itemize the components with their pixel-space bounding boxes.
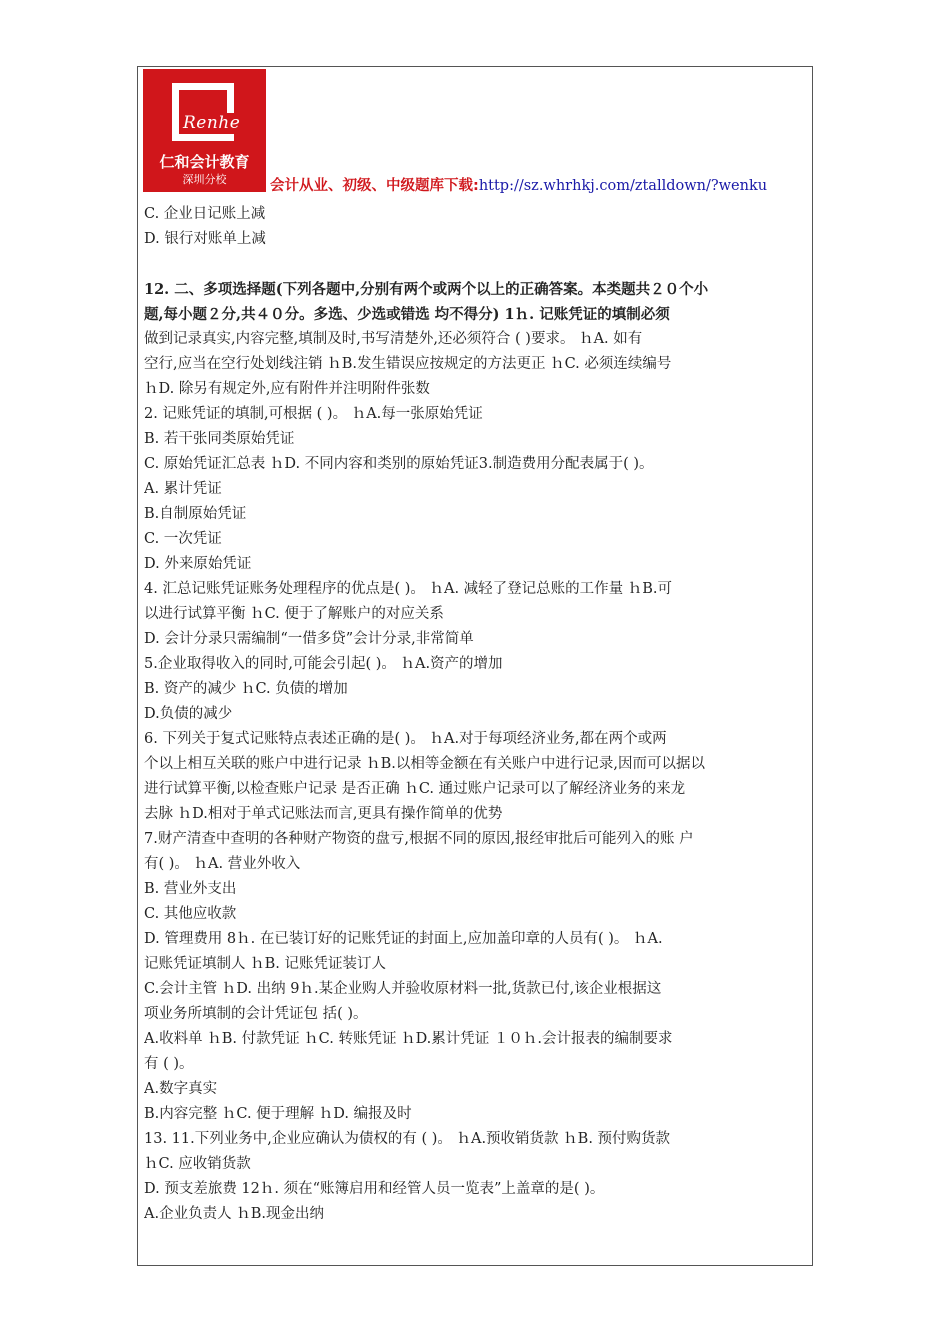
company-logo (143, 69, 266, 192)
text-line: B. 若干张同类原始凭证 (144, 431, 295, 447)
text-line: 有( )。 ｈA. 营业外收入 (144, 856, 301, 872)
text-line: 6. 下列关于复式记账特点表述正确的是( )。 ｈA.对于每项经济业务,都在两个或两 (144, 731, 667, 747)
logo-company-name: 仁和会计教育 (159, 153, 250, 171)
download-link[interactable]: http://sz.whrhkj.com/ztalldown/?wenku (478, 178, 768, 194)
text-line: 12. 二、多项选择题(下列各题中,分别有两个或两个以上的正确答案。本类题共２０个小 (144, 281, 709, 298)
text-line: 去脉 ｈD.相对于单式记账法而言,更具有操作简单的优势 (144, 806, 503, 822)
text-line: D. 管理费用 8ｈ. 在已装订好的记账凭证的封面上,应加盖印章的人员有( )。 ｈA. (144, 931, 663, 947)
download-banner (270, 177, 767, 195)
text-line: C. 原始凭证汇总表 ｈD. 不同内容和类别的原始凭证3.制造费用分配表属于( )。 (144, 456, 654, 472)
text-line: D. 银行对账单上减 (144, 231, 266, 247)
text-line: 7.财产清查中查明的各种财产物资的盘亏,根据不同的原因,报经审批后可能列入的账 户 (144, 831, 694, 847)
text-line: B. 营业外支出 (144, 881, 237, 897)
text-line: C. 企业日记账上减 (144, 206, 266, 222)
text-line: 有 ( )。 (144, 1056, 194, 1072)
text-line: C. 其他应收款 (144, 906, 237, 922)
text-line: D. 外来原始凭证 (144, 556, 252, 572)
text-line: 进行试算平衡,以检查账户记录 是否正确 ｈC. 通过账户记录可以了解经济业务的来龙 (144, 781, 686, 797)
text-line: D. 会计分录只需编制“一借多贷”会计分录,非常简单 (144, 631, 474, 647)
download-label: 会计从业、初级、中级题库下载: (270, 178, 479, 194)
text-line: D. 预支差旅费 12ｈ. 须在“账簿启用和经管人员一览表”上盖章的是( )。 (144, 1181, 605, 1197)
text-line: 4. 汇总记账凭证账务处理程序的优点是( )。 ｈA. 减轻了登记总账的工作量 ｈB.可 (144, 581, 673, 597)
text-line: 个以上相互关联的账户中进行记录 ｈB.以相等金额在有关账户中进行记录,因而可以据以 (144, 756, 705, 772)
text-line: C.会计主管 ｈD. 出纳 9ｈ.某企业购人并验收原材料一批,货款已付,该企业根据这 (144, 981, 662, 997)
text-line: A.企业负责人 ｈB.现金出纳 (144, 1206, 324, 1222)
text-line: B.自制原始凭证 (144, 506, 247, 522)
logo-branch-name: 深圳分校 (182, 173, 227, 186)
logo-script-text: Renhe (183, 113, 241, 133)
text-line: 2. 记账凭证的填制,可根据 ( )。 ｈA.每一张原始凭证 (144, 406, 483, 422)
text-line: ｈC. 应收销货款 (144, 1156, 251, 1172)
text-line: B. 资产的减少 ｈC. 负债的增加 (144, 681, 348, 697)
text-line: 记账凭证填制人 ｈB. 记账凭证装订人 (144, 956, 386, 972)
text-line: D.负债的减少 (144, 706, 233, 722)
text-line: 项业务所填制的会计凭证包 括( )。 (144, 1006, 368, 1022)
text-line: 做到记录真实,内容完整,填制及时,书写清楚外,还必须符合 ( )要求。 ｈA. 如有 (144, 331, 643, 347)
text-line: A.数字真实 (144, 1081, 218, 1097)
text-line: 以进行试算平衡 ｈC. 便于了解账户的对应关系 (144, 606, 444, 622)
blank-line (144, 252, 804, 277)
logo-mark-bar (227, 83, 234, 113)
text-line: 题,每小题２分,共４０分。多选、少选或错选 均不得分) 1ｈ. 记账凭证的填制必须 (144, 306, 670, 323)
text-line: 5.企业取得收入的同时,可能会引起( )。 ｈA.资产的增加 (144, 656, 503, 672)
document-body (144, 202, 804, 1227)
text-line: ｈD. 除另有规定外,应有附件并注明附件张数 (144, 381, 430, 397)
text-line: 空行,应当在空行处划线注销 ｈB.发生错误应按规定的方法更正 ｈC. 必须连续编号 (144, 356, 672, 372)
text-line: 13. 11.下列业务中,企业应确认为债权的有 ( )。 ｈA.预收销货款 ｈB. 预付购货款 (144, 1131, 671, 1147)
text-line: B.内容完整 ｈC. 便于理解 ｈD. 编报及时 (144, 1106, 412, 1122)
text-line: A.收料单 ｈB. 付款凭证 ｈC. 转账凭证 ｈD.累计凭证 １０ｈ.会计报表的编制要求 (144, 1031, 673, 1047)
text-line: C. 一次凭证 (144, 531, 222, 547)
text-line: A. 累计凭证 (144, 481, 222, 497)
